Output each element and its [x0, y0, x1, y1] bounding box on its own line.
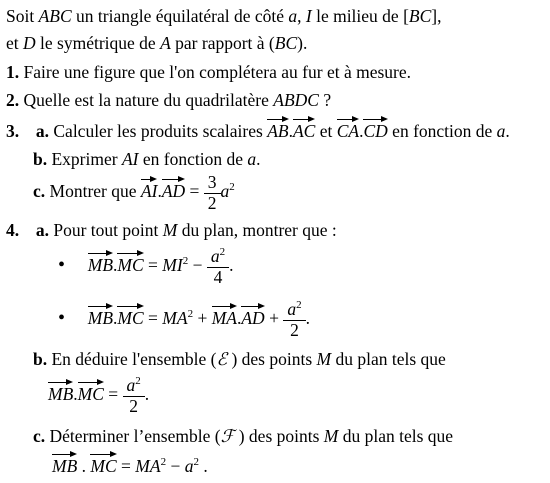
intro-text: le milieu de [	[311, 6, 409, 26]
period: .	[305, 308, 310, 329]
intro-line-1	[6, 8, 441, 26]
vector: MB	[52, 456, 78, 476]
question-number: 4.	[6, 220, 20, 240]
exponent: 2	[160, 456, 167, 469]
dot-operator: .	[113, 255, 118, 276]
question-number: 1.	[6, 62, 20, 82]
question-1	[6, 64, 411, 82]
question-4c	[33, 428, 453, 446]
equation-4	[52, 458, 208, 476]
fraction	[125, 377, 143, 415]
dot-operator: .	[77, 456, 91, 476]
vector: AD	[241, 308, 265, 329]
midpoint-name: I	[305, 6, 312, 26]
dot-operator: .	[288, 121, 293, 141]
question-text: en fonction de	[387, 121, 497, 141]
point-name: D	[23, 33, 36, 53]
equals-sign: =	[103, 384, 123, 405]
vector: AB	[267, 121, 289, 141]
denominator: 2	[123, 396, 145, 416]
point-name: M	[323, 426, 339, 446]
vector: MA	[211, 308, 237, 329]
question-text: du plan, montrer que :	[177, 220, 337, 240]
intro-text: Soit	[6, 6, 39, 26]
dot-operator: .	[113, 308, 118, 329]
question-text: Calculer les produits scalaires	[53, 121, 268, 141]
equation-1	[58, 248, 233, 286]
subquestion-label: b.	[33, 349, 48, 369]
side-variable: a	[126, 375, 136, 395]
period: .	[229, 255, 234, 276]
vector: AI	[140, 181, 158, 202]
point-name: A	[160, 33, 171, 53]
side-variable: a	[496, 121, 506, 141]
exponent: 2	[229, 181, 235, 194]
subquestion-label: c.	[33, 426, 46, 446]
subquestion-label: c.	[33, 181, 46, 202]
set-name: ℱ	[220, 426, 235, 446]
plus-sign: +	[193, 308, 212, 329]
question-4b	[33, 351, 446, 369]
question-3c	[33, 174, 235, 212]
vector: MC	[117, 255, 144, 276]
question-3a	[6, 123, 510, 141]
question-text: .	[505, 121, 510, 141]
side-variable: a	[287, 299, 297, 319]
question-text: Quelle est la nature du quadrilatère	[23, 90, 274, 110]
intro-text: et	[6, 33, 24, 53]
point-name: M	[316, 349, 332, 369]
set-name: ℰ	[216, 349, 228, 369]
subquestion-label: a.	[35, 220, 49, 240]
equation-3	[48, 377, 149, 415]
question-text: et	[315, 121, 337, 141]
bullet: •	[58, 307, 66, 330]
question-text: .	[256, 149, 261, 169]
question-text: ?	[318, 90, 332, 110]
line-name: BC	[274, 33, 298, 53]
question-number: 2.	[6, 90, 20, 110]
question-text: en fonction de	[138, 149, 248, 169]
vector: MB	[87, 255, 114, 276]
intro-text: ).	[297, 33, 308, 53]
dot-operator: .	[236, 308, 242, 329]
vector: AD	[161, 181, 186, 202]
fraction	[209, 248, 227, 286]
question-3b	[33, 151, 260, 169]
question-2	[6, 92, 331, 110]
vector: CA	[336, 121, 360, 141]
vector: AC	[292, 121, 316, 141]
question-text: En déduire l'ensemble (	[51, 349, 217, 369]
point-name: M	[162, 220, 178, 240]
denominator: 2	[204, 193, 221, 213]
question-text: Pour tout point	[53, 220, 163, 240]
exponent: 2	[135, 375, 141, 388]
equals-sign: =	[143, 308, 163, 329]
dot-operator: .	[73, 384, 78, 405]
side-variable: a	[210, 246, 220, 266]
numerator	[209, 248, 227, 267]
vector: MC	[77, 384, 104, 405]
subquestion-label: b.	[33, 149, 48, 169]
question-text: du plan tels que	[331, 349, 446, 369]
fraction	[206, 174, 219, 212]
question-text: Déterminer l’ensemble (	[49, 426, 221, 446]
question-text: ) des points	[227, 349, 317, 369]
vector: MB	[48, 384, 74, 405]
intro-text: un triangle équilatéral de côté	[71, 6, 289, 26]
quadrilateral-name: ABDC	[273, 90, 319, 110]
segment-name: MI	[162, 255, 183, 276]
intro-text: ],	[431, 6, 442, 26]
intro-text: ,	[297, 6, 306, 26]
exponent: 2	[296, 299, 302, 312]
side-variable: a	[220, 181, 230, 202]
question-text: ) des points	[234, 426, 324, 446]
question-text: Exprimer	[51, 149, 122, 169]
side-variable: a	[288, 6, 298, 26]
denominator: 4	[207, 267, 229, 287]
intro-text: le symétrique de	[35, 33, 161, 53]
minus-sign: −	[188, 255, 207, 276]
segment-name: MA	[135, 456, 161, 476]
exponent: 2	[193, 456, 199, 469]
vector: MC	[117, 308, 144, 329]
question-text: du plan tels que	[338, 426, 454, 446]
vector: MB	[87, 308, 114, 329]
equation-2	[58, 301, 310, 339]
question-text: Montrer que	[49, 181, 141, 202]
period: .	[198, 456, 208, 476]
fraction	[285, 301, 303, 339]
vector: MC	[90, 456, 117, 476]
vector: CD	[363, 121, 388, 141]
question-4a	[6, 222, 337, 240]
plus-sign: +	[264, 308, 284, 329]
period: .	[144, 384, 150, 405]
subquestion-label: a.	[35, 121, 49, 141]
triangle-name: ABC	[38, 6, 72, 26]
equals-sign: =	[116, 456, 136, 476]
exponent: 2	[219, 246, 226, 259]
segment-name: MA	[162, 308, 188, 329]
intro-line-2	[6, 35, 307, 53]
segment-name: AI	[121, 149, 139, 169]
dot-operator: .	[359, 121, 364, 141]
dot-operator: .	[157, 181, 162, 202]
segment-name: BC	[408, 6, 432, 26]
exponent: 2	[182, 255, 189, 268]
numerator	[125, 377, 143, 396]
numerator	[285, 301, 303, 320]
minus-sign: −	[166, 456, 185, 476]
numerator: 3	[207, 172, 217, 192]
denominator: 2	[283, 320, 305, 340]
side-variable: a	[247, 149, 257, 169]
question-number: 3.	[6, 121, 20, 141]
side-variable: a	[184, 456, 194, 476]
exponent: 2	[187, 308, 194, 321]
bullet: •	[58, 254, 66, 277]
equals-sign: =	[185, 181, 204, 202]
equals-sign: =	[143, 255, 163, 276]
intro-text: par rapport à (	[170, 33, 275, 53]
question-text: Faire une figure que l'on complétera au fur et à mesure.	[23, 62, 412, 82]
